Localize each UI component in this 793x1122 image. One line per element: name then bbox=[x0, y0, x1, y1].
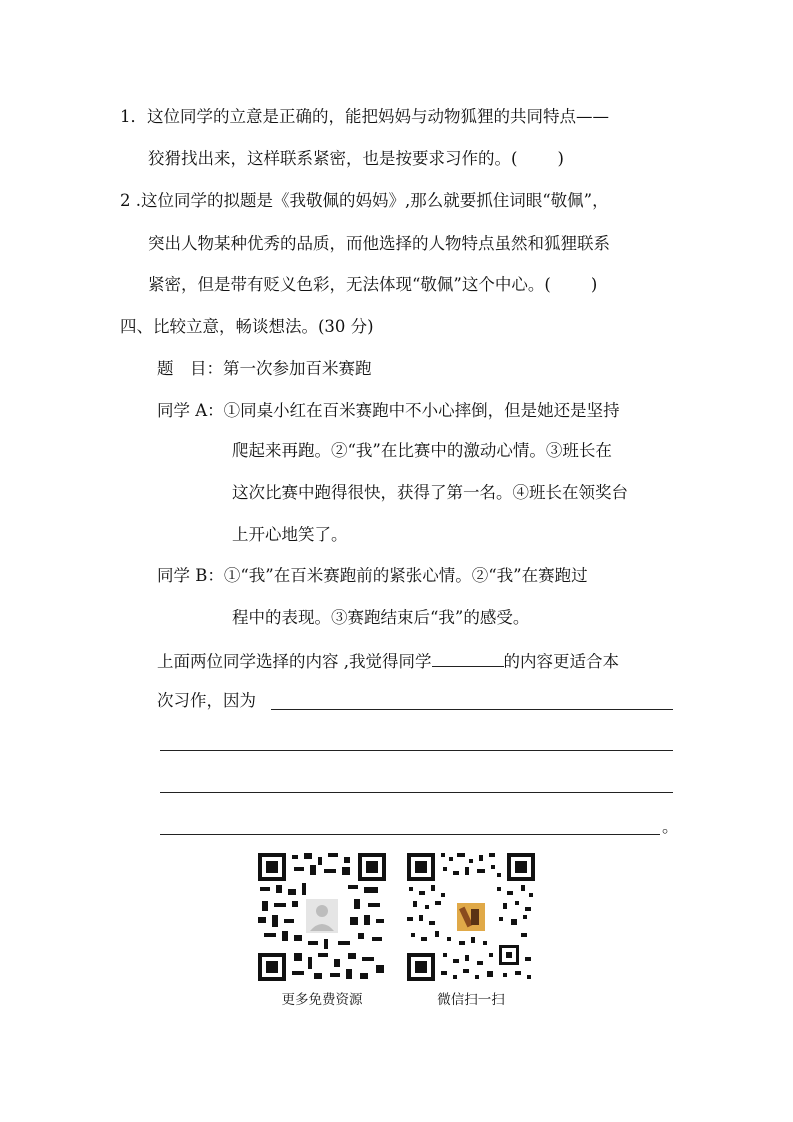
answer-end-mark: 。 bbox=[662, 817, 679, 836]
student-b-line-1: ①“我”在百米赛跑前的紧张心情。②“我”在赛跑过 bbox=[223, 566, 588, 585]
topic-row bbox=[157, 358, 372, 380]
student-a-line-1: ①同桌小红在百米赛跑中不小心摔倒，但是她还是坚持 bbox=[223, 401, 620, 420]
item-1-paren-close: ) bbox=[557, 149, 564, 168]
answer-student-blank[interactable] bbox=[432, 649, 504, 667]
student-b-row-1 bbox=[157, 565, 588, 587]
answer-reason-rule-4[interactable] bbox=[160, 834, 660, 835]
student-a-line-3: 这次比赛中跑得很快，获得了第一名。④班长在领奖台 bbox=[232, 483, 628, 502]
answer-prompt-post: 的内容更适合本 bbox=[503, 652, 619, 671]
answer-line-2 bbox=[157, 690, 256, 712]
student-b-line-2: 程中的表现。③赛跑结束后“我”的感受。 bbox=[232, 608, 530, 627]
topic-label: 题 目： bbox=[157, 359, 223, 378]
student-a-line-2: 爬起来再跑。②“我”在比赛中的激动心情。③班长在 bbox=[232, 441, 612, 460]
item-1-text: 狡猾找出来，这样联系紧密，也是按要求习作的。( bbox=[148, 149, 518, 168]
item-2-line-1: 2 .这位同学的拟题是《我敬佩的妈妈》,那么就要抓住词眼“敬佩”， bbox=[120, 191, 609, 210]
qr-caption-resources: 更多免费资源 bbox=[281, 992, 363, 1008]
answer-reason-label: 次习作，因为 bbox=[157, 691, 256, 710]
section-4-heading: 四、比较立意，畅谈想法。(30 分) bbox=[120, 317, 374, 336]
student-a-row-1 bbox=[157, 400, 620, 422]
item-2-paren-close: ) bbox=[590, 275, 598, 294]
student-a-label: 同学 A： bbox=[157, 401, 224, 420]
student-b-label: 同学 B： bbox=[157, 566, 224, 585]
item-2-text: 紧密，但是带有贬义色彩，无法体现“敬佩”这个中心。( bbox=[148, 275, 551, 294]
item-1-line-1: 1．这位同学的立意是正确的，能把妈妈与动物狐狸的共同特点—— bbox=[120, 107, 609, 126]
qr-code-wechat bbox=[407, 853, 535, 981]
answer-reason-rule-1[interactable] bbox=[271, 709, 673, 710]
item-2-line-2: 突出人物某种优秀的品质，而他选择的人物特点虽然和狐狸联系 bbox=[148, 234, 610, 253]
answer-reason-rule-2[interactable] bbox=[160, 750, 673, 751]
answer-reason-rule-3[interactable] bbox=[160, 792, 673, 793]
topic-value: 第一次参加百米赛跑 bbox=[223, 359, 372, 378]
student-a-line-4: 上开心地笑了。 bbox=[232, 525, 348, 544]
qr-caption-wechat: 微信扫一扫 bbox=[437, 992, 505, 1008]
answer-prompt-pre: 上面两位同学选择的内容 ,我觉得同学 bbox=[157, 652, 432, 671]
qr-code-resources bbox=[258, 853, 386, 981]
item-1-line-2 bbox=[148, 148, 564, 170]
answer-line-1 bbox=[157, 649, 619, 673]
item-2-line-3 bbox=[148, 274, 597, 296]
